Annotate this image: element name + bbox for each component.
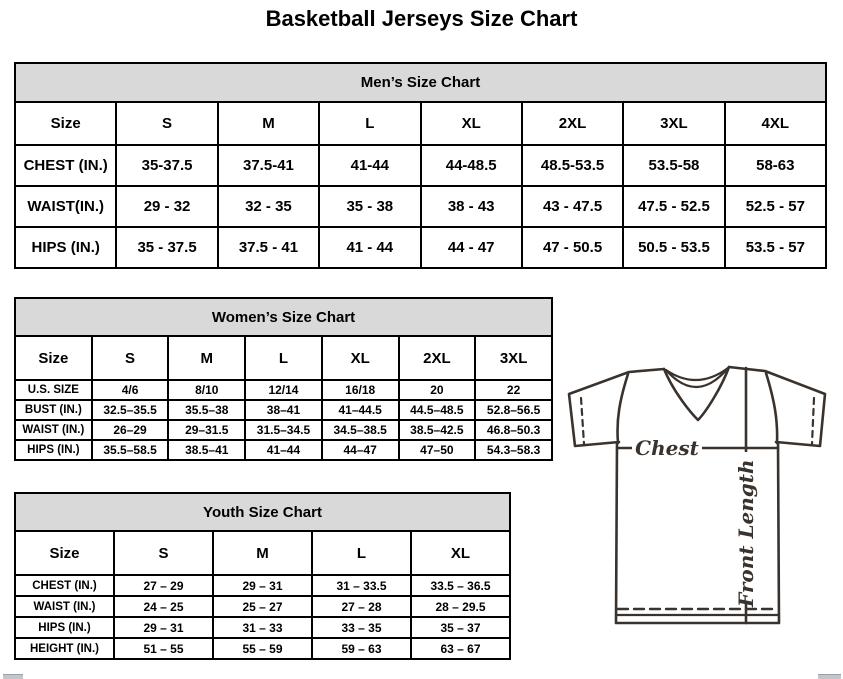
womens-value-cell: 34.5–38.5 [322,420,399,440]
youth-value-cell: 35 – 37 [411,617,510,638]
mens-value-cell: 37.5-41 [218,145,319,186]
mens-value-cell: 35 - 37.5 [116,227,217,268]
jersey-measurement-diagram [556,357,843,630]
mens-row-label: HIPS (IN.) [15,227,116,268]
mens-value-cell: 35-37.5 [116,145,217,186]
youth-value-cell: 33 – 35 [312,617,411,638]
youth-value-cell: 27 – 29 [114,575,213,596]
mens-value-cell: 43 - 47.5 [522,186,623,227]
youth-value-cell: 29 – 31 [114,617,213,638]
mens-value-cell: 52.5 - 57 [725,186,826,227]
mens-row-label: WAIST(IN.) [15,186,116,227]
mens-value-cell: 44-48.5 [421,145,522,186]
mens-row-label: CHEST (IN.) [15,145,116,186]
mens-value-cell: 58-63 [725,145,826,186]
youth-table-title-row [15,493,510,531]
womens-size-header-cell: M [168,336,245,380]
mens-value-cell: 35 - 38 [319,186,420,227]
mens-value-cell: 41 - 44 [319,227,420,268]
jersey-collar-band-2 [666,368,728,387]
womens-value-cell: 44–47 [322,440,399,460]
womens-value-cell: 4/6 [92,380,169,400]
youth-value-cell: 28 – 29.5 [411,596,510,617]
mens-size-header-cell: S [116,102,217,145]
mens-size-header-cell: M [218,102,319,145]
youth-value-cell: 24 – 25 [114,596,213,617]
womens-size-header-cell: 2XL [399,336,476,380]
womens-value-cell: 16/18 [322,380,399,400]
womens-value-cell: 46.8–50.3 [475,420,552,440]
mens-size-header-cell: 3XL [623,102,724,145]
womens-row-label: BUST (IN.) [15,400,92,420]
youth-row-label: WAIST (IN.) [15,596,114,617]
womens-value-cell: 41–44 [245,440,322,460]
youth-value-cell: 31 – 33.5 [312,575,411,596]
mens-value-cell: 53.5 - 57 [725,227,826,268]
womens-value-cell: 38.5–42.5 [399,420,476,440]
youth-value-cell: 63 – 67 [411,638,510,659]
womens-value-cell: 20 [399,380,476,400]
mens-value-cell: 47 - 50.5 [522,227,623,268]
mens-size-table [14,62,827,269]
youth-size-header-cell: L [312,531,411,575]
youth-size-table [14,492,511,660]
youth-value-cell: 25 – 27 [213,596,312,617]
jersey-diagram-svg [556,357,843,630]
mens-table-title: Men’s Size Chart [15,63,826,102]
womens-value-cell: 8/10 [168,380,245,400]
mens-size-header-cell: XL [421,102,522,145]
womens-value-cell: 52.8–56.5 [475,400,552,420]
womens-value-cell: 41–44.5 [322,400,399,420]
womens-value-cell: 35.5–38 [168,400,245,420]
mens-value-cell: 37.5 - 41 [218,227,319,268]
womens-measurement-row [15,440,552,460]
youth-size-header-row [15,531,510,575]
womens-value-cell: 32.5–35.5 [92,400,169,420]
youth-value-cell: 59 – 63 [312,638,411,659]
womens-value-cell: 35.5–58.5 [92,440,169,460]
mens-size-header-cell: L [319,102,420,145]
womens-value-cell: 22 [475,380,552,400]
womens-size-header-cell: 3XL [475,336,552,380]
scrollbar-fragment-right[interactable] [818,674,841,679]
womens-size-header-cell: XL [322,336,399,380]
womens-size-table [14,297,553,461]
youth-row-label: HEIGHT (IN.) [15,638,114,659]
youth-measurement-row [15,638,510,659]
mens-measurement-row [15,227,826,268]
mens-table-title-row [15,63,826,102]
youth-value-cell: 55 – 59 [213,638,312,659]
mens-size-header-cell: 4XL [725,102,826,145]
front-length-label: Front Length [734,459,758,607]
womens-row-label: U.S. SIZE [15,380,92,400]
youth-value-cell: 33.5 – 36.5 [411,575,510,596]
chest-label: Chest [635,436,699,460]
youth-measurement-row [15,575,510,596]
womens-table-title: Women’s Size Chart [15,298,552,336]
womens-size-header-row [15,336,552,380]
womens-size-column-label: Size [15,336,92,380]
youth-value-cell: 29 – 31 [213,575,312,596]
mens-measurement-row [15,145,826,186]
womens-row-label: HIPS (IN.) [15,440,92,460]
mens-value-cell: 41-44 [319,145,420,186]
youth-row-label: CHEST (IN.) [15,575,114,596]
womens-measurement-row [15,420,552,440]
mens-value-cell: 48.5-53.5 [522,145,623,186]
youth-value-cell: 31 – 33 [213,617,312,638]
womens-value-cell: 12/14 [245,380,322,400]
youth-measurement-row [15,617,510,638]
scrollbar-fragment-left[interactable] [3,674,23,679]
womens-size-header-cell: L [245,336,322,380]
womens-row-label: WAIST (IN.) [15,420,92,440]
page-title: Basketball Jerseys Size Chart [265,6,578,31]
womens-table-title-row [15,298,552,336]
womens-value-cell: 29–31.5 [168,420,245,440]
mens-value-cell: 29 - 32 [116,186,217,227]
womens-value-cell: 26–29 [92,420,169,440]
mens-size-column-label: Size [15,102,116,145]
youth-value-cell: 27 – 28 [312,596,411,617]
youth-value-cell: 51 – 55 [114,638,213,659]
youth-size-header-cell: M [213,531,312,575]
womens-size-header-cell: S [92,336,169,380]
womens-measurement-row [15,380,552,400]
mens-size-header-row [15,102,826,145]
mens-value-cell: 44 - 47 [421,227,522,268]
womens-value-cell: 38.5–41 [168,440,245,460]
youth-size-header-cell: XL [411,531,510,575]
youth-row-label: HIPS (IN.) [15,617,114,638]
womens-value-cell: 31.5–34.5 [245,420,322,440]
youth-table-title: Youth Size Chart [15,493,510,531]
jersey-right-seam [766,373,777,443]
mens-value-cell: 47.5 - 52.5 [623,186,724,227]
womens-value-cell: 38–41 [245,400,322,420]
mens-measurement-row [15,186,826,227]
jersey-right-cuff-dashed [812,398,814,444]
womens-measurement-row [15,400,552,420]
mens-value-cell: 53.5-58 [623,145,724,186]
youth-measurement-row [15,596,510,617]
jersey-left-seam [617,374,628,443]
jersey-left-cuff-dashed [581,398,584,444]
womens-value-cell: 54.3–58.3 [475,440,552,460]
mens-size-header-cell: 2XL [522,102,623,145]
womens-value-cell: 44.5–48.5 [399,400,476,420]
youth-size-column-label: Size [15,531,114,575]
mens-value-cell: 32 - 35 [218,186,319,227]
womens-value-cell: 47–50 [399,440,476,460]
mens-value-cell: 38 - 43 [421,186,522,227]
youth-size-header-cell: S [114,531,213,575]
mens-value-cell: 50.5 - 53.5 [623,227,724,268]
